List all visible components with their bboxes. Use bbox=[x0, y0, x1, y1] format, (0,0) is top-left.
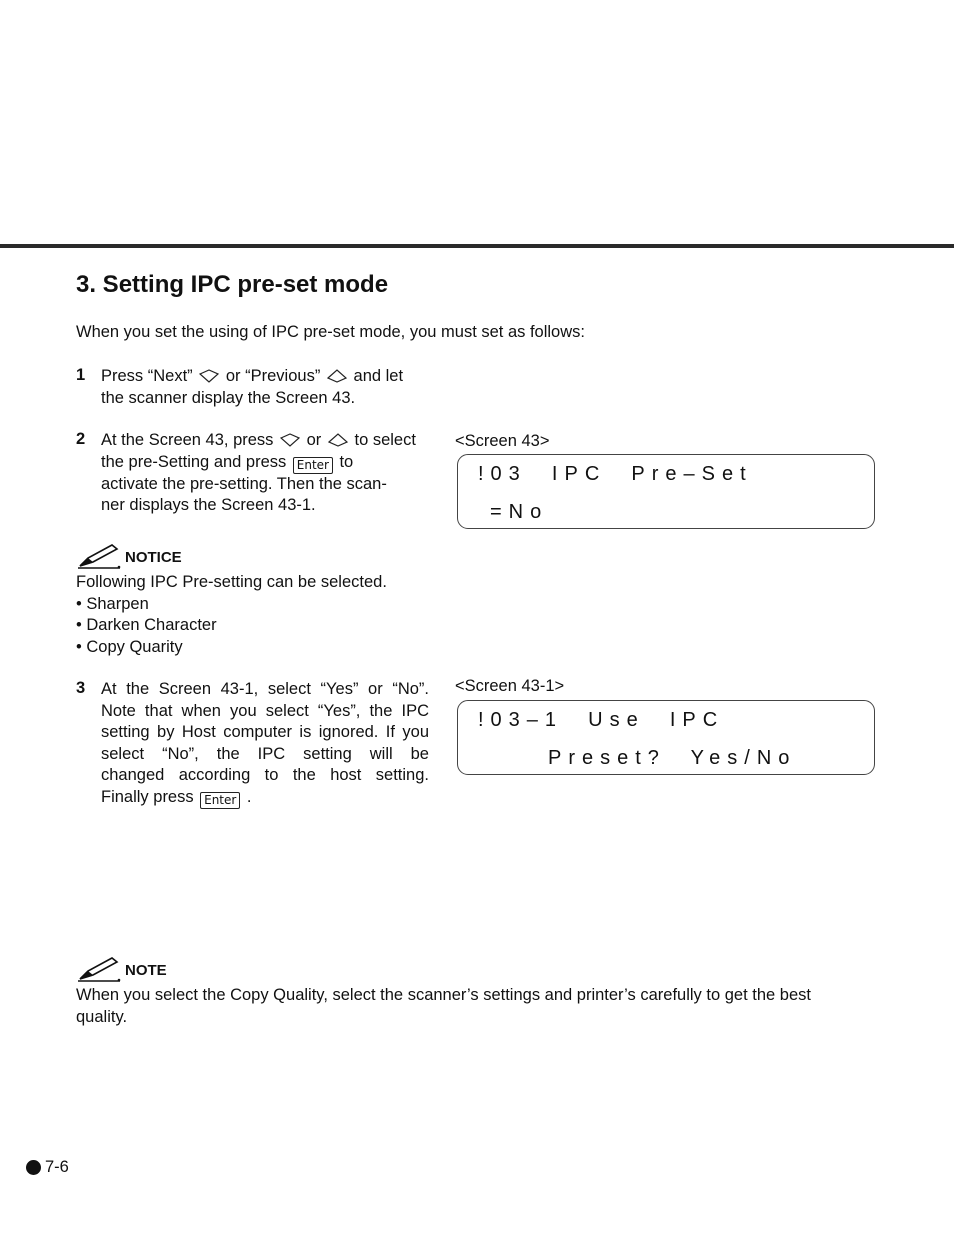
step-text: At the Screen 43, press bbox=[101, 431, 274, 449]
lcd-line: =No bbox=[490, 501, 549, 523]
diamond-down-icon bbox=[199, 369, 219, 383]
screen-caption: <Screen 43> bbox=[455, 432, 550, 450]
step-text: or “Previous” bbox=[225, 367, 321, 385]
step-text: At the Screen 43-1, select “Yes” or “No”. bbox=[101, 680, 429, 698]
diamond-up-icon bbox=[328, 433, 348, 447]
enter-key-icon: Enter bbox=[293, 457, 333, 474]
lcd-screen bbox=[457, 700, 875, 775]
step-text: changed according to the host setting. bbox=[101, 766, 429, 784]
step-text: ner displays the Screen 43-1. bbox=[101, 496, 316, 514]
pencil-icon bbox=[76, 955, 122, 983]
list-item: • Darken Character bbox=[76, 616, 217, 634]
note-label: NOTE bbox=[125, 962, 167, 979]
page-number: 7-6 bbox=[45, 1158, 69, 1176]
step-text: the scanner display the Screen 43. bbox=[101, 388, 356, 407]
note-body bbox=[76, 985, 886, 1028]
step-text: setting by Host computer is ignored. If you bbox=[101, 723, 429, 741]
step-text: the pre-Setting and press bbox=[101, 452, 287, 471]
notice-label: NOTICE bbox=[125, 549, 182, 566]
step-text: to select bbox=[354, 431, 416, 449]
screen-caption: <Screen 43-1> bbox=[455, 677, 565, 695]
lcd-line: !03–1 Use IPC bbox=[478, 709, 725, 731]
step-text: select “No”, the IPC setting will be bbox=[101, 744, 429, 763]
page-title: 3. Setting IPC pre-set mode bbox=[76, 271, 389, 298]
intro-text: When you set the using of IPC pre-set mode, you must set as follows: bbox=[76, 323, 585, 341]
step-text: activate the pre-setting. Then the scan- bbox=[101, 474, 387, 493]
list-item: • Sharpen bbox=[76, 594, 149, 613]
header-rule bbox=[0, 244, 954, 248]
step-3-text bbox=[101, 679, 429, 809]
page-footer bbox=[26, 1158, 69, 1177]
note-text: quality. bbox=[76, 1007, 128, 1026]
list-item: • Copy Quarity bbox=[76, 637, 183, 656]
lcd-line: Preset? Yes/No bbox=[548, 747, 797, 769]
pencil-icon bbox=[76, 542, 122, 570]
step-text: . bbox=[246, 787, 252, 806]
step-text: or bbox=[306, 431, 322, 449]
step-text: and let bbox=[353, 367, 404, 385]
diamond-down-icon bbox=[280, 433, 300, 447]
enter-key-icon: Enter bbox=[200, 792, 240, 809]
diamond-up-icon bbox=[327, 369, 347, 383]
notice-heading bbox=[76, 542, 182, 570]
step-1-text bbox=[101, 366, 429, 409]
notice-body bbox=[76, 572, 387, 658]
step-text: to bbox=[339, 452, 354, 471]
notice-text: Following IPC Pre-setting can be selected. bbox=[76, 573, 387, 591]
lcd-line: !03 IPC Pre–Set bbox=[478, 463, 753, 485]
step-number: 3 bbox=[76, 679, 86, 697]
note-text: When you select the Copy Quality, select the scanner’s settings and printer’s carefully to get the best bbox=[76, 986, 811, 1004]
step-text: Press “Next” bbox=[101, 367, 193, 385]
bullet-dot-icon bbox=[26, 1160, 41, 1175]
step-number: 2 bbox=[76, 430, 86, 448]
step-text: Finally press bbox=[101, 787, 194, 806]
step-2-text bbox=[101, 430, 429, 517]
step-text: Note that when you select “Yes”, the IPC bbox=[101, 701, 429, 720]
note-heading bbox=[76, 955, 167, 983]
lcd-screen bbox=[457, 454, 875, 529]
step-number: 1 bbox=[76, 366, 86, 384]
